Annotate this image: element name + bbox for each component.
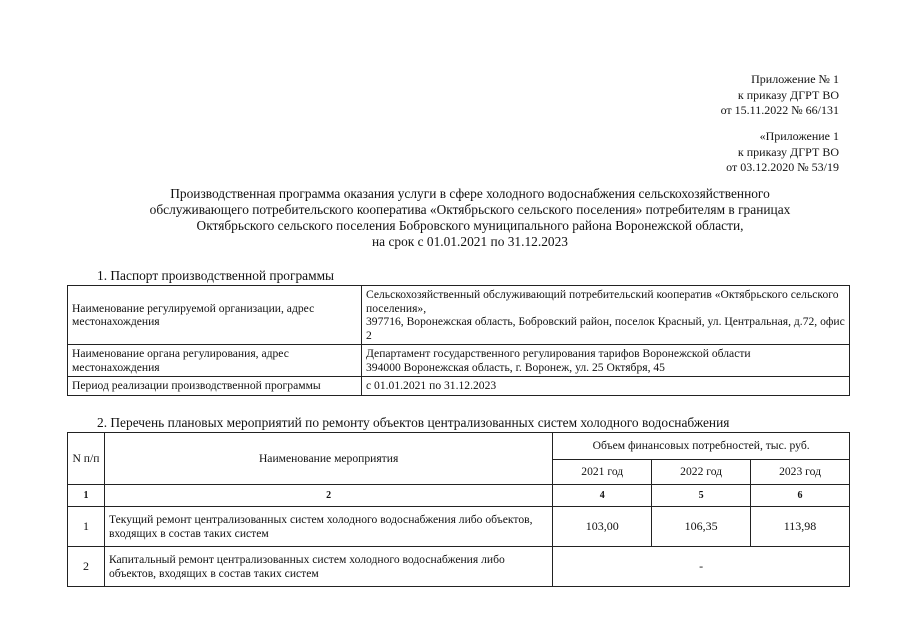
title-line2: обслуживающего потребительского кооператива «Октябрьского сельского поселения» потребителям в границах: [149, 202, 791, 217]
passport-value: [362, 377, 850, 396]
row-name: Текущий ремонт централизованных систем холодного водоснабжения либо объектов, входящих в состав таких систем: [104, 507, 552, 547]
appendix-previous-line1: «Приложение 1: [759, 129, 839, 143]
index-cell: 2: [104, 485, 552, 507]
index-cell: 4: [553, 485, 652, 507]
passport-label: Наименование органа регулирования, адрес местонахождения: [68, 345, 362, 377]
passport-value-line: Департамент государственного регулирования тарифов Воронежской области: [366, 347, 751, 360]
row-value: 103,00: [553, 507, 652, 547]
passport-table: [67, 285, 850, 396]
index-cell: 5: [652, 485, 751, 507]
row-name: Капитальный ремонт централизованных систем холодного водоснабжения либо объектов, входящих в состав таких систем: [104, 547, 552, 587]
header-year: 2021 год: [553, 460, 652, 485]
header-year: 2023 год: [751, 460, 850, 485]
passport-value: [362, 286, 850, 345]
appendix-current-line2: к приказу ДГРТ ВО: [737, 87, 839, 102]
table-row: [68, 286, 850, 345]
table-row: [68, 507, 850, 547]
index-cell: 6: [751, 485, 850, 507]
appendix-previous-line2: к приказу ДГРТ ВО: [737, 144, 839, 159]
table-row: [68, 547, 850, 587]
section2-heading: 2. Перечень плановых мероприятий по ремонту объектов централизованных систем холодного водоснабжения: [97, 415, 730, 430]
table-index-row: [68, 485, 850, 507]
appendix-current: [721, 72, 839, 119]
row-merged-value: -: [553, 547, 850, 587]
appendix-current-line1: Приложение № 1: [751, 72, 839, 86]
document-title: [90, 186, 850, 250]
passport-value-line: 397716, Воронежская область, Бобровский район, поселок Красный, ул. Центральная, д.72, офис 2: [366, 315, 845, 342]
section1-heading: 1. Паспорт производственной программы: [97, 268, 335, 283]
row-num: 2: [68, 547, 105, 587]
passport-value-line: с 01.01.2021 по 31.12.2023: [366, 379, 497, 392]
passport-value: [362, 345, 850, 377]
row-num: 1: [68, 507, 105, 547]
appendix-previous-line3: от 03.12.2020 № 53/19: [726, 160, 839, 174]
title-line4: на срок с 01.01.2021 по 31.12.2023: [371, 234, 568, 249]
header-num: N п/п: [68, 433, 105, 485]
passport-value-line: 394000 Воронежская область, г. Воронеж, ул. 25 Октября, 45: [366, 360, 665, 374]
title-line1: Производственная программа оказания услуги в сфере холодного водоснабжения сельскохозяйственного: [170, 186, 770, 201]
row-value: 106,35: [652, 507, 751, 547]
header-year: 2022 год: [652, 460, 751, 485]
header-name: Наименование мероприятия: [104, 433, 552, 485]
appendix-previous: [726, 129, 839, 176]
appendix-current-line3: от 15.11.2022 № 66/131: [720, 103, 839, 117]
passport-value-line: Сельскохозяйственный обслуживающий потребительский кооператив «Октябрьского сельского поселения»,: [366, 288, 839, 315]
table-row: [68, 377, 850, 396]
table-header-row: [68, 433, 850, 460]
title-line3: Октябрьского сельского поселения Бобровского муниципального района Воронежской области,: [196, 218, 744, 233]
table-row: [68, 345, 850, 377]
header-finance: Объем финансовых потребностей, тыс. руб.: [553, 433, 850, 460]
passport-label: Период реализации производственной программы: [68, 377, 362, 396]
index-cell: 1: [68, 485, 105, 507]
passport-label: Наименование регулируемой организации, адрес местонахождения: [68, 286, 362, 345]
row-value: 113,98: [751, 507, 850, 547]
measures-table: [67, 432, 850, 587]
